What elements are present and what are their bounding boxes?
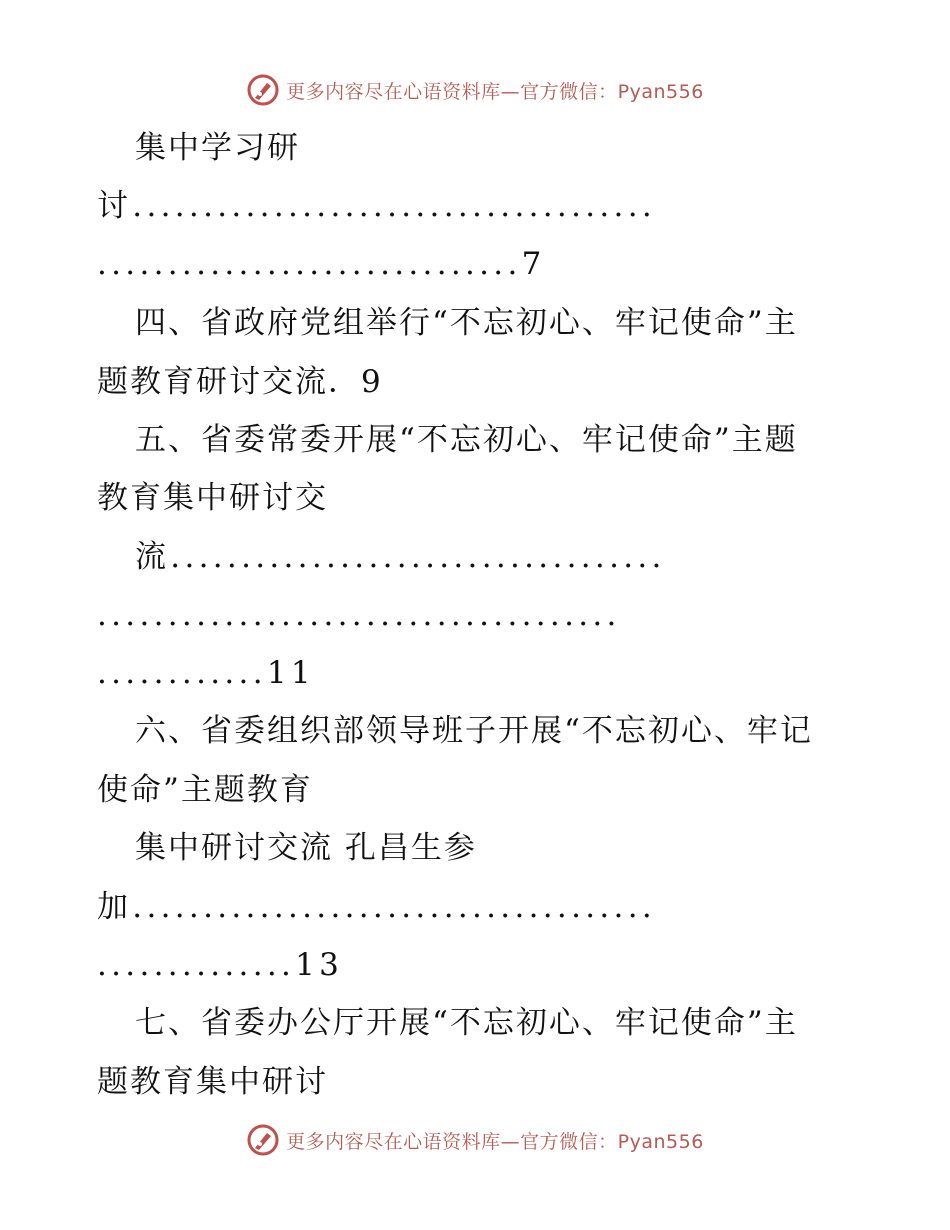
toc-line: 讨..................................... <box>97 188 656 224</box>
toc-line: 五、省委常委开展“不忘初心、牢记使命”主题 <box>135 422 798 458</box>
watermark-banner-bottom <box>0 1120 950 1160</box>
toc-line: 教育集中研讨交 <box>97 480 328 516</box>
watermark-text: 更多内容尽在心语资料库—官方微信：Pyan556 <box>286 1130 704 1153</box>
toc-line: 七、省委办公厅开展“不忘初心、牢记使命”主 <box>135 1005 798 1041</box>
toc-line: 集中学习研 <box>135 130 300 166</box>
toc-line: 题教育集中研讨 <box>97 1064 328 1100</box>
watermark-banner-top <box>0 70 950 110</box>
toc-line: ..............................7 <box>97 246 546 282</box>
toc-line: ............11 <box>97 655 315 691</box>
toc-line: 使命”主题教育 <box>97 772 313 808</box>
toc-line: ..............13 <box>97 947 344 983</box>
watermark-text: 更多内容尽在心语资料库—官方微信：Pyan556 <box>286 80 704 103</box>
toc-line: ..................................... <box>97 597 621 633</box>
toc-line: 流................................... <box>135 539 666 575</box>
toc-line: 集中研讨交流 孔昌生参 <box>135 830 477 866</box>
toc-line: 六、省委组织部领导班子开展“不忘初心、牢记 <box>135 713 813 749</box>
toc-line: 四、省政府党组举行“不忘初心、牢记使命”主 <box>135 305 798 341</box>
pen-nib-logo-icon <box>246 73 280 107</box>
toc-line: 题教育研讨交流．9 <box>97 364 383 400</box>
pen-nib-logo-icon <box>246 1123 280 1157</box>
toc-line: 加..................................... <box>97 889 656 925</box>
